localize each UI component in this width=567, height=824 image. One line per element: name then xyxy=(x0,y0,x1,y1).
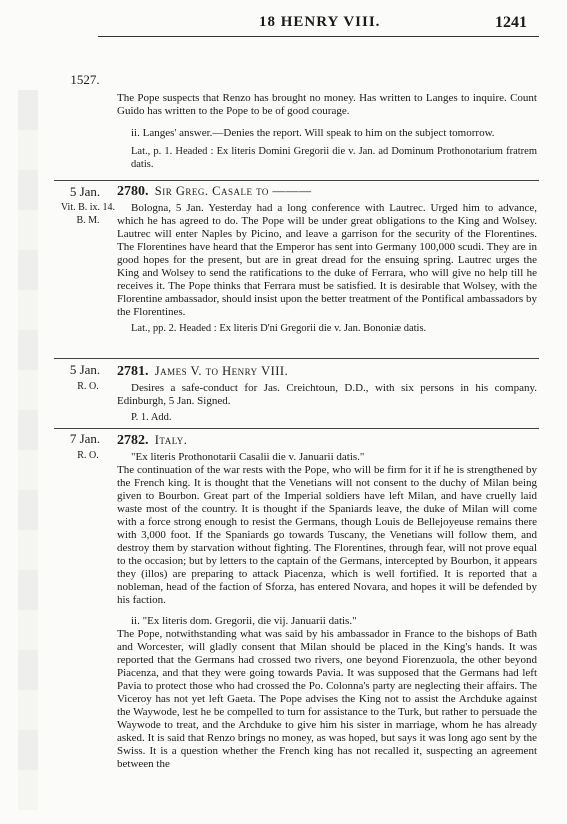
entry-2780-meta: Lat., pp. 2. Headed : Ex literis D'ni Gregorii die v. Jan. Bononiæ datis. xyxy=(131,323,427,334)
separator xyxy=(54,358,539,359)
entry-2780-heading xyxy=(117,184,312,200)
continuation-paragraph-1: The Pope suspects that Renzo has brought no money. Has written to Langes to inquire. Count Guido has written to the Pope to be of good courage. xyxy=(117,92,537,117)
entry-2781-heading xyxy=(117,364,288,380)
continuation-meta: Lat., p. 1. Headed : Ex literis Domini Gregorii die v. Jan. ad Dominum Prothonotarium fratrem datis. xyxy=(131,146,537,170)
entry-2782-number: 2782. xyxy=(117,433,149,448)
page-header xyxy=(0,8,567,48)
entry-2782-repository: R. O. xyxy=(77,450,99,461)
entry-2782-subhead: "Ex literis Prothonotarii Casalii die v. Januarii datis." xyxy=(131,451,365,463)
entry-2780-title: Sir Greg. Casale to ——— xyxy=(154,184,312,198)
entry-2781-title: James V. to Henry VIII. xyxy=(154,364,289,378)
entry-2782-heading xyxy=(117,433,187,449)
header-rule xyxy=(98,36,539,37)
entry-2782-paragraph-3: The Pope, notwithstanding what was said by his ambassador in France to the bishops of Bath and Worcester, will gladly consent that Milan should be placed in the King's hands. It was reported that the Germans had crossed two rivers, one beyond Fiorenzuola, the other beyond Piacenza, and that they were going towards Pavia. It was supposed that the Germans had left Pavia to protect those who had crossed the Po. Colonna's party are neglecting their affairs. The Viceroy has not yet left Gaeta. The Pope advises the King not to assist the Archduke against the Waywode, lest he be compelled to turn for assistance to the Turk, but rather to persuade the Waywode to treat, and the Archduke to give him his sister in marriage, whom he has already asked. It is said that Renzo brings no money, as was hoped, but says it was long ago sent by the Swiss. It is a question whether the French king has not recalled it, suspecting an agreement between the xyxy=(117,628,537,770)
year-marker: 1527. xyxy=(70,72,100,87)
entry-2781-date: 5 Jan. xyxy=(69,362,101,377)
entry-2781-number: 2781. xyxy=(117,364,149,379)
continuation-entry xyxy=(117,92,537,171)
entry-2781-body xyxy=(117,382,537,424)
entry-2781-meta: P. 1. Add. xyxy=(131,412,172,423)
entry-2780-body xyxy=(117,202,537,335)
page-number: 1241 xyxy=(495,14,527,31)
separator xyxy=(54,428,539,429)
entry-2782-title: Italy. xyxy=(154,433,188,447)
entry-2782-body xyxy=(117,451,537,771)
running-title: 18 HENRY VIII. xyxy=(259,14,381,30)
entry-2781-repository: R. O. xyxy=(77,381,99,392)
entry-2780-text: Bologna, 5 Jan. Yesterday had a long conference with Lautrec. Urged him to advance, which he has agreed to do. The Pope will be under great obligations to the King and Wolsey. Lautrec will enter Naples by Picino, and leave a garrison for the security of the Florentines. The Florentines have heard that the Emperor has sent into Germany 100,000 scudi. They are in good hopes for the present, but are in great dread for the ensuing spring. Lautrec urges the King and Wolsey to send the ratifications to the duke of Ferrara, who will give no help till he receives it. The Pope thinks that Ferrara must be satisfied. It is desirable that Wolsey, with the Florentine ambassador, should insist upon the better treatment of the Pontifical ambassadors by the Florentines. xyxy=(117,202,537,318)
entry-2780-ref: Vit. B. ix. 14. xyxy=(60,202,116,213)
entry-2780-number: 2780. xyxy=(117,184,149,199)
entry-2782-date: 7 Jan. xyxy=(69,431,101,446)
continuation-paragraph-2: ii. Langes' answer.—Denies the report. Will speak to him on the subject tomorrow. xyxy=(131,127,495,139)
entry-2782-paragraph-1: The continuation of the war rests with the Pope, who will be firm for it if he is strengthened by the French king. It is thought that the Venetians will not consent to the duchy of Milan being given to Bourbon. Great part of the Imperial soldiers have left Milan, and have cruelly laid waste most of the country. It is thought if the Spaniards leave, the duke of Milan will come with a force strong enough to resist the Germans, though Louis de Bellejoyeuse remains there with 3,000 foot. If the Spaniards go towards Tuscany, the Venetians will follow them, and destroy them by starvation without fighting. The Florentines, through fear, will not prove equal to the occasion; but by letters to the captain of the Germans, intercepted by Bourbon, it appears they (illos) are preparing to attack Piacenza, which is well fortified. It is reported that a nobleman, head of the faction of Sforza, has entered Novara, and hopes it will be defended by his faction. xyxy=(117,464,537,606)
separator xyxy=(54,180,539,181)
entry-2782-paragraph-2: ii. "Ex literis dom. Gregorii, die vij. Januarii datis." xyxy=(131,615,357,627)
entry-2781-text: Desires a safe-conduct for Jas. Creichtoun, D.D., with six persons in his company. Edinburgh, 5 Jan. Signed. xyxy=(117,382,537,407)
watermark-strip xyxy=(18,90,38,810)
entry-2780-date: 5 Jan. xyxy=(69,184,101,199)
entry-2780-repository: B. M. xyxy=(76,215,100,226)
